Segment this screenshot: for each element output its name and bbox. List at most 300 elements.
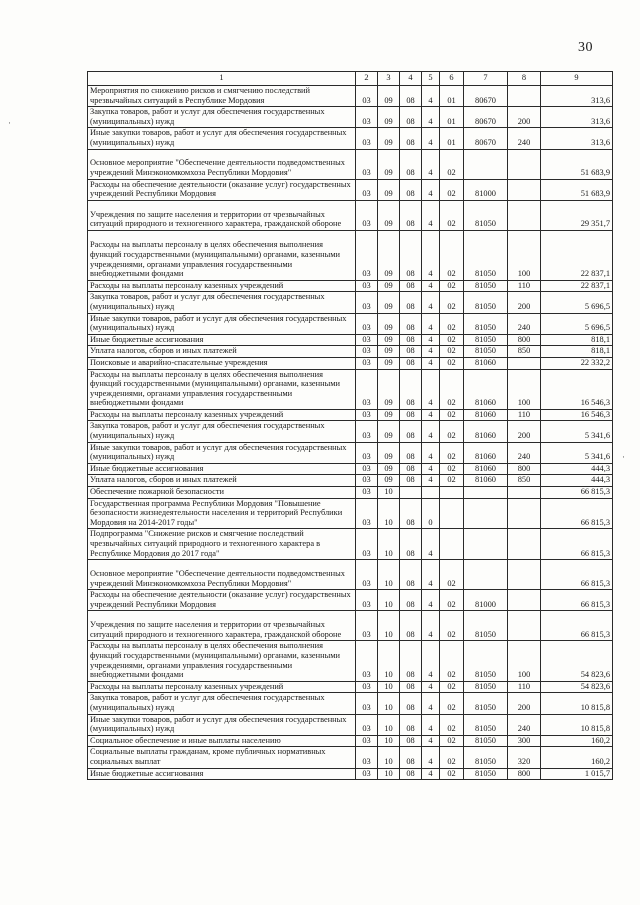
row-code-c6: 01 xyxy=(440,107,464,128)
row-name: Поисковые и аварийно-спасательные учреждения xyxy=(88,357,356,369)
row-name: Социальное обеспечение и иные выплаты населению xyxy=(88,735,356,747)
table-row xyxy=(88,735,613,747)
row-code-c8: 110 xyxy=(508,681,541,693)
row-code-c6: 02 xyxy=(440,334,464,346)
column-header-9: 9 xyxy=(541,72,613,86)
row-code-c2: 03 xyxy=(356,369,378,409)
column-header-1: 1 xyxy=(88,72,356,86)
table-row xyxy=(88,409,613,421)
row-code-c5: 4 xyxy=(422,693,440,714)
table-row xyxy=(88,693,613,714)
scan-speck: · xyxy=(8,118,11,128)
table-row xyxy=(88,611,613,641)
column-header-5: 5 xyxy=(422,72,440,86)
row-code-c6: 02 xyxy=(440,292,464,313)
row-code-c3: 09 xyxy=(378,409,400,421)
table-row xyxy=(88,369,613,409)
row-amount: 160,2 xyxy=(541,735,613,747)
row-name: Закупка товаров, работ и услуг для обеспечения государственных (муниципальных) нужд xyxy=(88,693,356,714)
row-code-c8: 850 xyxy=(508,346,541,358)
table-row xyxy=(88,641,613,681)
column-header-7: 7 xyxy=(464,72,508,86)
row-code-c7: 81050 xyxy=(464,313,508,334)
row-code-c4: 08 xyxy=(400,421,422,442)
row-code-c4: 08 xyxy=(400,442,422,463)
row-code-c4: 08 xyxy=(400,768,422,780)
row-code-c8 xyxy=(508,200,541,230)
row-code-c5 xyxy=(422,487,440,499)
row-code-c4: 08 xyxy=(400,280,422,292)
row-code-c8: 240 xyxy=(508,313,541,334)
row-code-c8 xyxy=(508,487,541,499)
table-row xyxy=(88,107,613,128)
row-code-c3: 10 xyxy=(378,611,400,641)
row-name: Иные бюджетные ассигнования xyxy=(88,768,356,780)
row-code-c4: 08 xyxy=(400,409,422,421)
table-row xyxy=(88,200,613,230)
row-code-c6: 02 xyxy=(440,313,464,334)
row-amount: 1 015,7 xyxy=(541,768,613,780)
row-code-c7: 81050 xyxy=(464,200,508,230)
row-amount: 51 683,9 xyxy=(541,179,613,200)
row-code-c4: 08 xyxy=(400,230,422,280)
table-header-row xyxy=(88,72,613,86)
row-amount: 66 815,3 xyxy=(541,487,613,499)
row-amount: 22 837,1 xyxy=(541,230,613,280)
row-code-c6: 02 xyxy=(440,369,464,409)
table-row xyxy=(88,560,613,590)
table-row xyxy=(88,442,613,463)
row-code-c7 xyxy=(464,149,508,179)
row-code-c8 xyxy=(508,149,541,179)
row-code-c3: 09 xyxy=(378,369,400,409)
row-code-c5: 4 xyxy=(422,200,440,230)
row-code-c6 xyxy=(440,487,464,499)
row-amount: 10 815,8 xyxy=(541,714,613,735)
row-code-c6: 02 xyxy=(440,230,464,280)
table-row xyxy=(88,128,613,149)
row-code-c2: 03 xyxy=(356,693,378,714)
scan-speck: · xyxy=(622,452,625,462)
table-row xyxy=(88,475,613,487)
row-code-c8: 240 xyxy=(508,442,541,463)
row-code-c8 xyxy=(508,179,541,200)
row-amount: 54 823,6 xyxy=(541,681,613,693)
row-code-c5: 4 xyxy=(422,357,440,369)
row-amount: 818,1 xyxy=(541,334,613,346)
row-name: Уплата налогов, сборов и иных платежей xyxy=(88,346,356,358)
row-code-c7: 81060 xyxy=(464,442,508,463)
row-code-c4: 08 xyxy=(400,463,422,475)
table-row xyxy=(88,346,613,358)
row-code-c5: 4 xyxy=(422,107,440,128)
row-code-c2: 03 xyxy=(356,747,378,768)
row-code-c8: 200 xyxy=(508,292,541,313)
row-code-c2: 03 xyxy=(356,560,378,590)
row-code-c7: 81050 xyxy=(464,611,508,641)
row-code-c2: 03 xyxy=(356,590,378,611)
row-code-c4: 08 xyxy=(400,346,422,358)
row-code-c5: 0 xyxy=(422,498,440,529)
row-code-c3: 09 xyxy=(378,442,400,463)
row-code-c5: 4 xyxy=(422,641,440,681)
row-code-c6: 02 xyxy=(440,200,464,230)
row-code-c3: 10 xyxy=(378,590,400,611)
row-code-c5: 4 xyxy=(422,230,440,280)
table-row xyxy=(88,230,613,280)
row-amount: 160,2 xyxy=(541,747,613,768)
row-code-c6: 02 xyxy=(440,714,464,735)
row-code-c3: 10 xyxy=(378,560,400,590)
row-code-c6: 02 xyxy=(440,590,464,611)
row-code-c2: 03 xyxy=(356,200,378,230)
row-code-c2: 03 xyxy=(356,346,378,358)
row-code-c2: 03 xyxy=(356,357,378,369)
row-code-c8: 200 xyxy=(508,421,541,442)
row-code-c6: 02 xyxy=(440,357,464,369)
row-code-c6: 02 xyxy=(440,179,464,200)
row-amount: 5 696,5 xyxy=(541,313,613,334)
row-code-c8: 240 xyxy=(508,128,541,149)
column-header-2: 2 xyxy=(356,72,378,86)
row-code-c7: 81050 xyxy=(464,641,508,681)
row-code-c8: 100 xyxy=(508,369,541,409)
row-amount: 313,6 xyxy=(541,86,613,107)
row-code-c8 xyxy=(508,529,541,560)
row-code-c7: 81050 xyxy=(464,681,508,693)
row-code-c6: 02 xyxy=(440,475,464,487)
row-code-c8: 800 xyxy=(508,334,541,346)
row-code-c3: 10 xyxy=(378,498,400,529)
row-code-c7: 81050 xyxy=(464,230,508,280)
row-code-c8 xyxy=(508,357,541,369)
row-code-c2: 03 xyxy=(356,714,378,735)
row-code-c3: 09 xyxy=(378,292,400,313)
row-amount: 66 815,3 xyxy=(541,590,613,611)
row-code-c7 xyxy=(464,560,508,590)
row-code-c7: 81050 xyxy=(464,280,508,292)
row-code-c8: 110 xyxy=(508,409,541,421)
row-code-c7: 81060 xyxy=(464,421,508,442)
row-code-c4: 08 xyxy=(400,292,422,313)
row-code-c8 xyxy=(508,611,541,641)
row-code-c3: 09 xyxy=(378,280,400,292)
row-code-c8: 300 xyxy=(508,735,541,747)
row-code-c2: 03 xyxy=(356,292,378,313)
table-row xyxy=(88,681,613,693)
row-amount: 22 837,1 xyxy=(541,280,613,292)
row-name: Обеспечение пожарной безопасности xyxy=(88,487,356,499)
row-code-c7: 81000 xyxy=(464,179,508,200)
row-name: Подпрограмма "Снижение рисков и смягчение последствий чрезвычайных ситуаций природного и техногенного характера в Республике Мордовия до 2017 года" xyxy=(88,529,356,560)
row-name: Основное мероприятие "Обеспечение деятельности подведомственных учреждений Минэкономкомхоза Республики Мордовия" xyxy=(88,560,356,590)
row-amount: 66 815,3 xyxy=(541,498,613,529)
row-code-c5: 4 xyxy=(422,714,440,735)
row-code-c7 xyxy=(464,498,508,529)
table-row xyxy=(88,292,613,313)
row-code-c3: 10 xyxy=(378,735,400,747)
row-code-c8: 800 xyxy=(508,768,541,780)
row-code-c8: 800 xyxy=(508,463,541,475)
row-code-c8: 100 xyxy=(508,230,541,280)
row-amount: 313,6 xyxy=(541,107,613,128)
row-code-c6: 02 xyxy=(440,409,464,421)
row-amount: 444,3 xyxy=(541,475,613,487)
row-code-c3: 10 xyxy=(378,641,400,681)
table-row xyxy=(88,179,613,200)
row-code-c7: 81060 xyxy=(464,369,508,409)
row-code-c4: 08 xyxy=(400,747,422,768)
row-code-c5: 4 xyxy=(422,149,440,179)
row-amount: 5 696,5 xyxy=(541,292,613,313)
table-row xyxy=(88,498,613,529)
row-name: Основное мероприятие "Обеспечение деятельности подведомственных учреждений Минэкономкомхоза Республики Мордовия" xyxy=(88,149,356,179)
row-name: Расходы на выплаты персоналу в целях обеспечения выполнения функций государственными (муниципальными) органами, казенными учреждениями, органами управления государственными внебюджетными фондами xyxy=(88,641,356,681)
row-code-c4: 08 xyxy=(400,200,422,230)
row-code-c2: 03 xyxy=(356,442,378,463)
row-code-c6: 02 xyxy=(440,681,464,693)
row-code-c3: 09 xyxy=(378,313,400,334)
row-code-c4: 08 xyxy=(400,714,422,735)
row-code-c5: 4 xyxy=(422,128,440,149)
row-name: Иные закупки товаров, работ и услуг для обеспечения государственных (муниципальных) нужд xyxy=(88,442,356,463)
row-code-c8: 100 xyxy=(508,641,541,681)
row-code-c7: 81050 xyxy=(464,693,508,714)
row-code-c4: 08 xyxy=(400,693,422,714)
row-code-c5: 4 xyxy=(422,334,440,346)
row-amount: 51 683,9 xyxy=(541,149,613,179)
table-row xyxy=(88,463,613,475)
row-code-c3: 10 xyxy=(378,747,400,768)
row-amount: 66 815,3 xyxy=(541,611,613,641)
row-code-c2: 03 xyxy=(356,409,378,421)
column-header-8: 8 xyxy=(508,72,541,86)
row-code-c8: 200 xyxy=(508,107,541,128)
row-code-c5: 4 xyxy=(422,421,440,442)
row-code-c5: 4 xyxy=(422,86,440,107)
table-row xyxy=(88,86,613,107)
row-code-c3: 10 xyxy=(378,714,400,735)
row-amount: 313,6 xyxy=(541,128,613,149)
row-code-c3: 10 xyxy=(378,693,400,714)
row-code-c5: 4 xyxy=(422,313,440,334)
row-code-c3: 10 xyxy=(378,681,400,693)
row-code-c6: 02 xyxy=(440,560,464,590)
row-amount: 29 351,7 xyxy=(541,200,613,230)
row-code-c8 xyxy=(508,86,541,107)
column-header-4: 4 xyxy=(400,72,422,86)
column-header-6: 6 xyxy=(440,72,464,86)
row-code-c6: 02 xyxy=(440,149,464,179)
row-code-c4: 08 xyxy=(400,179,422,200)
row-amount: 66 815,3 xyxy=(541,560,613,590)
row-code-c7: 81060 xyxy=(464,409,508,421)
row-code-c4: 08 xyxy=(400,681,422,693)
table-row xyxy=(88,280,613,292)
row-code-c4: 08 xyxy=(400,641,422,681)
row-code-c4: 08 xyxy=(400,475,422,487)
budget-table xyxy=(87,71,613,780)
row-code-c3: 09 xyxy=(378,421,400,442)
row-code-c4 xyxy=(400,487,422,499)
table-row xyxy=(88,768,613,780)
row-amount: 5 341,6 xyxy=(541,421,613,442)
row-code-c3: 09 xyxy=(378,334,400,346)
row-code-c7: 81060 xyxy=(464,463,508,475)
row-code-c5: 4 xyxy=(422,590,440,611)
row-code-c8: 110 xyxy=(508,280,541,292)
row-code-c6: 02 xyxy=(440,421,464,442)
row-code-c5: 4 xyxy=(422,463,440,475)
row-code-c2: 03 xyxy=(356,230,378,280)
row-code-c6: 02 xyxy=(440,442,464,463)
row-name: Иные бюджетные ассигнования xyxy=(88,463,356,475)
row-code-c6: 02 xyxy=(440,693,464,714)
row-name: Расходы на выплаты персоналу в целях обеспечения выполнения функций государственными (муниципальными) органами, казенными учреждениями, органами управления государственными внебюджетными фондами xyxy=(88,230,356,280)
row-amount: 818,1 xyxy=(541,346,613,358)
row-code-c3: 09 xyxy=(378,475,400,487)
row-code-c7: 81060 xyxy=(464,357,508,369)
row-code-c5: 4 xyxy=(422,442,440,463)
row-code-c4: 08 xyxy=(400,590,422,611)
row-code-c2: 03 xyxy=(356,498,378,529)
row-amount: 16 546,3 xyxy=(541,409,613,421)
row-code-c7 xyxy=(464,529,508,560)
row-code-c7: 80670 xyxy=(464,107,508,128)
row-name: Расходы на выплаты персоналу в целях обеспечения выполнения функций государственными (муниципальными) органами, казенными учреждениями, органами управления государственными внебюджетными фондами xyxy=(88,369,356,409)
row-code-c7: 81050 xyxy=(464,346,508,358)
row-code-c2: 03 xyxy=(356,611,378,641)
row-code-c3: 09 xyxy=(378,357,400,369)
row-code-c8 xyxy=(508,590,541,611)
row-code-c7: 80670 xyxy=(464,86,508,107)
row-code-c7: 81050 xyxy=(464,292,508,313)
row-code-c6 xyxy=(440,498,464,529)
row-name: Расходы на обеспечение деятельности (оказание услуг) государственных учреждений Республики Мордовия xyxy=(88,179,356,200)
row-code-c3: 09 xyxy=(378,230,400,280)
row-code-c6: 02 xyxy=(440,280,464,292)
table-row xyxy=(88,149,613,179)
row-code-c2: 03 xyxy=(356,313,378,334)
table-row xyxy=(88,334,613,346)
row-amount: 22 332,2 xyxy=(541,357,613,369)
row-code-c6: 02 xyxy=(440,463,464,475)
row-name: Государственная программа Республики Мордовия "Повышение безопасности жизнедеятельности населения и территорий Республики Мордовия на 2014-2017 годы" xyxy=(88,498,356,529)
row-code-c4: 08 xyxy=(400,498,422,529)
row-code-c7: 81050 xyxy=(464,747,508,768)
row-name: Уплата налогов, сборов и иных платежей xyxy=(88,475,356,487)
row-name: Иные бюджетные ассигнования xyxy=(88,334,356,346)
table-row xyxy=(88,421,613,442)
row-code-c3: 09 xyxy=(378,149,400,179)
row-code-c5: 4 xyxy=(422,292,440,313)
row-name: Расходы на выплаты персоналу казенных учреждений xyxy=(88,409,356,421)
row-code-c6: 02 xyxy=(440,747,464,768)
row-code-c5: 4 xyxy=(422,768,440,780)
row-code-c6 xyxy=(440,529,464,560)
row-name: Иные закупки товаров, работ и услуг для обеспечения государственных (муниципальных) нужд xyxy=(88,128,356,149)
row-code-c5: 4 xyxy=(422,735,440,747)
row-amount: 5 341,6 xyxy=(541,442,613,463)
row-code-c4: 08 xyxy=(400,735,422,747)
row-code-c2: 03 xyxy=(356,107,378,128)
row-code-c2: 03 xyxy=(356,149,378,179)
page-number: 30 xyxy=(578,40,593,55)
row-code-c2: 03 xyxy=(356,529,378,560)
row-code-c7: 81050 xyxy=(464,735,508,747)
row-code-c5: 4 xyxy=(422,747,440,768)
row-code-c4: 08 xyxy=(400,611,422,641)
row-code-c2: 03 xyxy=(356,641,378,681)
row-code-c8: 850 xyxy=(508,475,541,487)
row-code-c5: 4 xyxy=(422,475,440,487)
row-code-c5: 4 xyxy=(422,681,440,693)
table-row xyxy=(88,313,613,334)
row-name: Закупка товаров, работ и услуг для обеспечения государственных (муниципальных) нужд xyxy=(88,107,356,128)
row-code-c6: 02 xyxy=(440,735,464,747)
row-code-c7: 81060 xyxy=(464,475,508,487)
row-code-c3: 09 xyxy=(378,107,400,128)
row-amount: 54 823,6 xyxy=(541,641,613,681)
row-code-c2: 03 xyxy=(356,280,378,292)
row-code-c5: 4 xyxy=(422,611,440,641)
row-code-c4: 08 xyxy=(400,560,422,590)
row-code-c7: 81050 xyxy=(464,768,508,780)
row-code-c2: 03 xyxy=(356,487,378,499)
row-code-c2: 03 xyxy=(356,475,378,487)
row-code-c6: 02 xyxy=(440,346,464,358)
table-row xyxy=(88,747,613,768)
row-code-c5: 4 xyxy=(422,369,440,409)
row-code-c8: 240 xyxy=(508,714,541,735)
row-code-c3: 09 xyxy=(378,200,400,230)
row-name: Иные закупки товаров, работ и услуг для обеспечения государственных (муниципальных) нужд xyxy=(88,313,356,334)
row-name: Мероприятия по снижению рисков и смягчению последствий чрезвычайных ситуаций в Республике Мордовия xyxy=(88,86,356,107)
row-name: Учреждения по защите населения и территории от чрезвычайных ситуаций природного и техногенного характера, гражданской обороне xyxy=(88,200,356,230)
table-row xyxy=(88,714,613,735)
row-code-c4: 08 xyxy=(400,369,422,409)
row-code-c7: 81050 xyxy=(464,334,508,346)
row-name: Расходы на выплаты персоналу казенных учреждений xyxy=(88,681,356,693)
column-header-3: 3 xyxy=(378,72,400,86)
table-row xyxy=(88,487,613,499)
row-name: Иные закупки товаров, работ и услуг для обеспечения государственных (муниципальных) нужд xyxy=(88,714,356,735)
row-name: Расходы на выплаты персоналу казенных учреждений xyxy=(88,280,356,292)
row-code-c4: 08 xyxy=(400,334,422,346)
row-code-c6: 01 xyxy=(440,86,464,107)
row-code-c2: 03 xyxy=(356,128,378,149)
row-code-c2: 03 xyxy=(356,86,378,107)
row-code-c2: 03 xyxy=(356,768,378,780)
row-code-c3: 09 xyxy=(378,179,400,200)
row-name: Учреждения по защите населения и территории от чрезвычайных ситуаций природного и техногенного характера, гражданской обороне xyxy=(88,611,356,641)
row-amount: 444,3 xyxy=(541,463,613,475)
row-code-c4: 08 xyxy=(400,357,422,369)
row-code-c7: 80670 xyxy=(464,128,508,149)
row-code-c5: 4 xyxy=(422,179,440,200)
row-code-c3: 09 xyxy=(378,86,400,107)
row-code-c4: 08 xyxy=(400,529,422,560)
row-code-c6: 02 xyxy=(440,641,464,681)
row-amount: 10 815,8 xyxy=(541,693,613,714)
row-code-c3: 09 xyxy=(378,463,400,475)
row-code-c3: 10 xyxy=(378,768,400,780)
row-amount: 16 546,3 xyxy=(541,369,613,409)
row-code-c2: 03 xyxy=(356,421,378,442)
row-name: Социальные выплаты гражданам, кроме публичных нормативных социальных выплат xyxy=(88,747,356,768)
table-row xyxy=(88,357,613,369)
row-code-c4: 08 xyxy=(400,107,422,128)
